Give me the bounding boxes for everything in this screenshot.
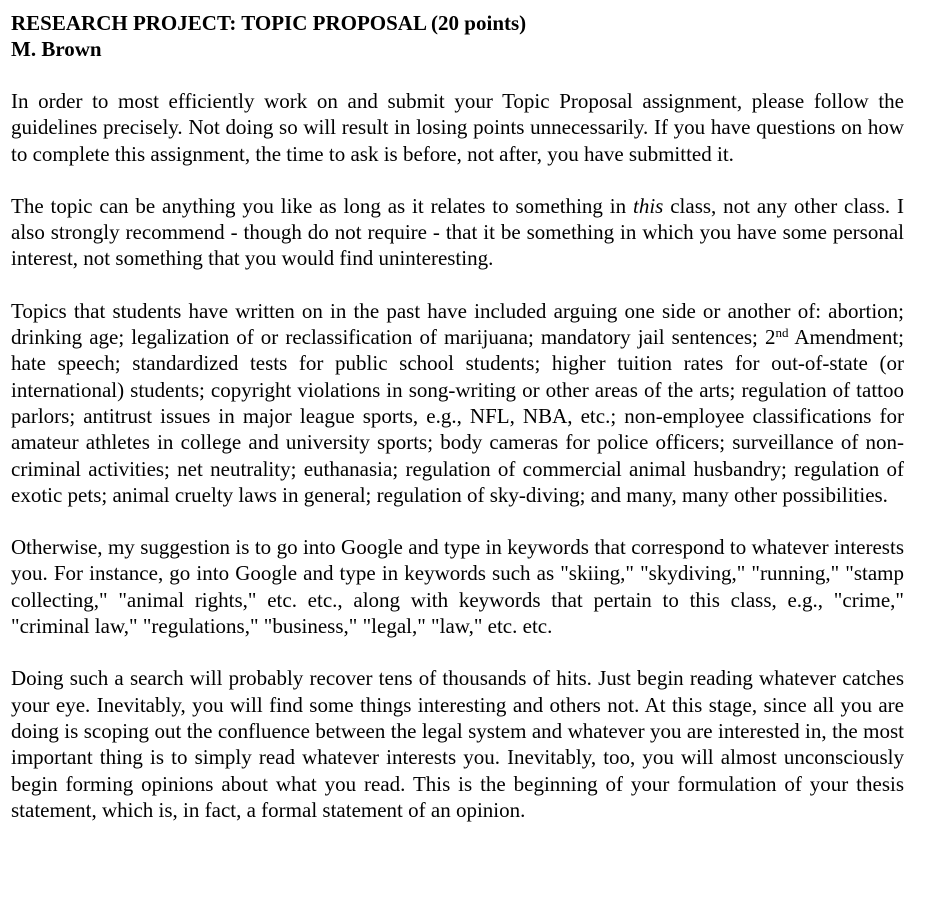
document-author: M. Brown [11, 37, 102, 61]
paragraph-search-results: Doing such a search will probably recover tens of thousands of hits. Just begin reading whatever catches your eye. Inevitably, you will find some things interesting and others not. At this stage, since all you are doing is scoping out the confluence between the legal system and whatever you are interested in, the most important thing is to simply read whatever interests you. Inevitably, too, you will almost unconsciously begin forming opinions about what you read. This is the beginning of your formulation of your thesis statement, which is, in fact, a formal statement of an opinion. [11, 666, 904, 822]
paragraph-past-topics-text-2: Amendment; hate speech; standardized tests for public school students; higher tuition rates for out-of-state (or international) students; copyright violations in song-writing or other areas of the arts; regulation of tattoo parlors; antitrust issues in major league sports, e.g., NFL, NBA, etc.; non-employee classifications for amateur athletes in college and university sports; body cameras for police officers; surveillance of non-criminal activities; net neutrality; euthanasia; regulation of commercial animal husbandry; regulation of exotic pets; animal cruelty laws in general; regulation of sky-diving; and many, many other possibilities. [11, 325, 904, 507]
ordinal-superscript: nd [775, 325, 789, 341]
paragraph-google-suggestion: Otherwise, my suggestion is to go into Google and type in keywords that correspond to whatever interests you. For instance, go into Google and type in keywords such as "skiing," "skydiving," "running," "stamp collecting," "animal rights," etc. etc., along with keywords that pertain to this class, e.g., "crime," "criminal law," "regulations," "business," "legal," "law," etc. etc. [11, 535, 904, 639]
paragraph-topic-scope-text-1: The topic can be anything you like as long as it relates to something in [11, 193, 634, 218]
paragraph-instructions: In order to most efficiently work on and submit your Topic Proposal assignment, please follow the guidelines precisely. Not doing so will result in losing points unnecessarily. If you have questions on how to complete this assignment, the time to ask is before, not after, you have submitted it. [11, 89, 904, 166]
emphasis-this: this [633, 193, 664, 218]
document-page [11, 10, 904, 823]
paragraph-topic-scope [11, 193, 904, 272]
paragraph-topic-scope-text-2: class, not any other class. I also strongly recommend - though do not require - that it be something in which you have some personal interest, not something that you would find uninteresting. [11, 193, 904, 271]
paragraph-past-topics [11, 298, 904, 508]
document-title: RESEARCH PROJECT: TOPIC PROPOSAL (20 points) [11, 11, 527, 35]
paragraph-past-topics-text-1: Topics that students have written on in the past have included arguing one side or another of: abortion; drinking age; legalization of or reclassification of marijuana; mandatory jail sentences; 2 [11, 298, 904, 350]
